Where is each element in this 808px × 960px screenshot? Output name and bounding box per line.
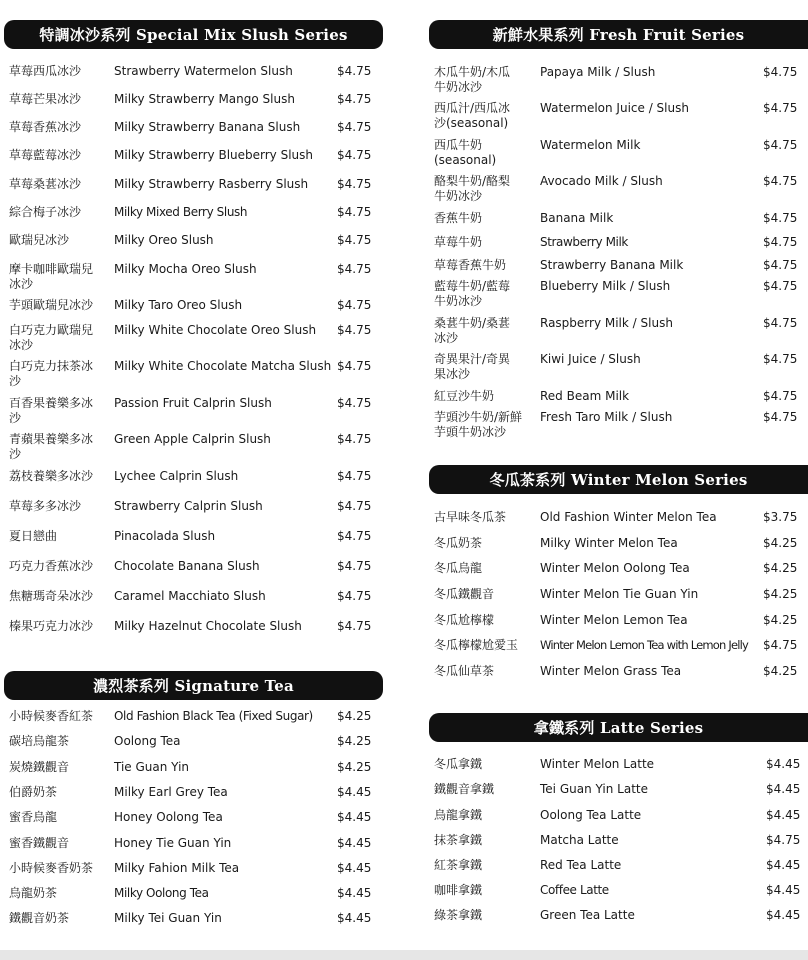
signature-header: 濃烈茶系列 Signature Tea	[4, 671, 383, 700]
item-english-name: Kiwi Juice / Slush	[540, 352, 641, 366]
item-price: $4.25	[763, 536, 798, 550]
item-chinese-name: 香蕉牛奶	[434, 211, 483, 225]
item-english-name: Passion Fruit Calprin Slush	[114, 396, 272, 410]
item-english-name: Papaya Milk / Slush	[540, 65, 656, 79]
latte-header: 拿鐵系列 Latte Series	[429, 713, 808, 742]
item-english-name: Watermelon Milk	[540, 138, 641, 152]
item-chinese-name: 藍莓牛奶/藍莓牛奶冰沙	[434, 279, 511, 308]
item-price: $4.45	[337, 886, 372, 900]
item-english-name: Milky Mixed Berry Slush	[114, 205, 248, 219]
item-price: $4.25	[763, 664, 798, 678]
item-english-name: Banana Milk	[540, 211, 614, 225]
item-price: $4.75	[337, 589, 372, 603]
item-chinese-name: 草莓香蕉冰沙	[9, 120, 82, 134]
item-price: $4.75	[337, 262, 372, 276]
item-english-name: Milky Strawberry Rasberry Slush	[114, 177, 309, 191]
item-price: $4.25	[763, 613, 798, 627]
item-english-name: Green Tea Latte	[540, 908, 635, 922]
winter-melon-header: 冬瓜茶系列 Winter Melon Series	[429, 465, 808, 494]
item-chinese-name: 綜合梅子冰沙	[9, 205, 82, 219]
item-english-name: Raspberry Milk / Slush	[540, 316, 673, 330]
item-price: $4.75	[763, 638, 798, 652]
item-price: $4.75	[337, 148, 372, 162]
item-chinese-name: 草莓多多冰沙	[9, 499, 82, 513]
item-chinese-name: 紅豆沙牛奶	[434, 389, 495, 403]
item-price: $4.75	[763, 279, 798, 293]
item-chinese-name: 烏龍拿鐵	[434, 808, 483, 822]
item-chinese-name: 冬瓜拿鐵	[434, 757, 483, 771]
item-price: $4.75	[763, 211, 798, 225]
item-english-name: Milky Tei Guan Yin	[114, 911, 222, 925]
item-chinese-name: 芋頭沙牛奶/新鮮芋頭牛奶冰沙	[434, 410, 523, 439]
item-chinese-name: 草莓西瓜冰沙	[9, 64, 82, 78]
item-english-name: Coffee Latte	[540, 883, 609, 897]
item-english-name: Pinacolada Slush	[114, 529, 216, 543]
item-chinese-name: 冬瓜鐵觀音	[434, 587, 495, 601]
item-chinese-name: 鐵觀音拿鐵	[434, 782, 495, 796]
item-price: $4.25	[763, 561, 798, 575]
item-price: $4.75	[337, 396, 372, 410]
item-chinese-name: 焦糖瑪奇朵冰沙	[9, 589, 94, 603]
item-chinese-name: 荔枝養樂多冰沙	[9, 469, 94, 483]
item-price: $4.45	[337, 836, 372, 850]
item-english-name: Milky Oreo Slush	[114, 233, 214, 247]
item-english-name: Winter Melon Oolong Tea	[540, 561, 690, 575]
item-chinese-name: 小時候麥香奶茶	[9, 861, 94, 875]
item-price: $4.75	[337, 559, 372, 573]
item-chinese-name: 桑葚牛奶/桑葚冰沙	[434, 316, 511, 345]
item-chinese-name: 白巧克力歐瑞兒冰沙	[9, 323, 94, 352]
item-english-name: Red Tea Latte	[540, 858, 622, 872]
item-english-name: Milky Strawberry Blueberry Slush	[114, 148, 313, 162]
item-price: $4.25	[337, 760, 372, 774]
item-english-name: Milky Fahion Milk Tea	[114, 861, 240, 875]
item-price: $4.75	[763, 389, 798, 403]
item-english-name: Tei Guan Yin Latte	[540, 782, 648, 796]
item-chinese-name: 白巧克力抹茶冰沙	[9, 359, 94, 388]
item-english-name: Winter Melon Grass Tea	[540, 664, 682, 678]
item-english-name: Chocolate Banana Slush	[114, 559, 260, 573]
item-english-name: Milky Strawberry Banana Slush	[114, 120, 301, 134]
item-price: $4.75	[763, 174, 798, 188]
item-price: $3.75	[763, 510, 798, 524]
item-english-name: Green Apple Calprin Slush	[114, 432, 271, 446]
item-english-name: Winter Melon Lemon Tea with Lemon Jelly	[540, 638, 749, 652]
item-chinese-name: 烏龍奶茶	[9, 886, 58, 900]
item-english-name: Caramel Macchiato Slush	[114, 589, 266, 603]
item-price: $4.75	[763, 65, 798, 79]
item-price: $4.75	[766, 833, 801, 847]
item-chinese-name: 奇異果汁/奇異果冰沙	[434, 352, 511, 381]
item-chinese-name: 碳培烏龍茶	[9, 734, 70, 748]
item-english-name: Milky Earl Grey Tea	[114, 785, 228, 799]
item-chinese-name: 草莓香蕉牛奶	[434, 258, 507, 272]
item-english-name: Milky Taro Oreo Slush	[114, 298, 243, 312]
item-chinese-name: 青蘋果養樂多冰沙	[9, 432, 94, 461]
item-chinese-name: 草莓芒果冰沙	[9, 92, 82, 106]
item-english-name: Strawberry Banana Milk	[540, 258, 684, 272]
item-english-name: Watermelon Juice / Slush	[540, 101, 689, 115]
item-price: $4.45	[766, 782, 801, 796]
item-english-name: Milky Hazelnut Chocolate Slush	[114, 619, 302, 633]
item-chinese-name: 冬瓜檸檬尬愛玉	[434, 638, 519, 652]
item-price: $4.75	[337, 359, 372, 373]
item-chinese-name: 咖啡拿鐵	[434, 883, 483, 897]
item-price: $4.25	[337, 734, 372, 748]
item-chinese-name: 小時候麥香紅茶	[9, 709, 94, 723]
item-english-name: Blueberry Milk / Slush	[540, 279, 671, 293]
item-chinese-name: 夏日戀曲	[9, 529, 58, 543]
item-price: $4.75	[763, 235, 798, 249]
item-price: $4.75	[763, 258, 798, 272]
item-english-name: Old Fashion Winter Melon Tea	[540, 510, 717, 524]
item-chinese-name: 西瓜牛奶(seasonal)	[434, 138, 497, 167]
item-price: $4.25	[763, 587, 798, 601]
item-english-name: Strawberry Milk	[540, 235, 628, 249]
item-english-name: Honey Tie Guan Yin	[114, 836, 232, 850]
item-price: $4.45	[766, 908, 801, 922]
item-chinese-name: 木瓜牛奶/木瓜牛奶冰沙	[434, 65, 511, 94]
slush-header: 特調冰沙系列 Special Mix Slush Series	[4, 20, 383, 49]
item-english-name: Matcha Latte	[540, 833, 619, 847]
item-chinese-name: 冬瓜尬檸檬	[434, 613, 495, 627]
item-price: $4.45	[766, 883, 801, 897]
item-price: $4.75	[763, 316, 798, 330]
item-price: $4.75	[337, 499, 372, 513]
item-chinese-name: 草莓牛奶	[434, 235, 483, 249]
item-english-name: Milky Strawberry Mango Slush	[114, 92, 295, 106]
item-chinese-name: 百香果養樂多冰沙	[9, 396, 94, 425]
item-english-name: Avocado Milk / Slush	[540, 174, 663, 188]
item-price: $4.75	[337, 323, 372, 337]
item-english-name: Lychee Calprin Slush	[114, 469, 239, 483]
item-price: $4.45	[766, 808, 801, 822]
item-english-name: Fresh Taro Milk / Slush	[540, 410, 673, 424]
item-price: $4.45	[337, 861, 372, 875]
item-chinese-name: 巧克力香蕉冰沙	[9, 559, 94, 573]
item-price: $4.75	[337, 298, 372, 312]
item-english-name: Strawberry Watermelon Slush	[114, 64, 293, 78]
item-english-name: Honey Oolong Tea	[114, 810, 223, 824]
item-english-name: Winter Melon Lemon Tea	[540, 613, 688, 627]
item-chinese-name: 抹茶拿鐵	[434, 833, 483, 847]
item-english-name: Oolong Tea	[114, 734, 181, 748]
item-price: $4.75	[763, 101, 798, 115]
item-english-name: Winter Melon Tie Guan Yin	[540, 587, 699, 601]
item-chinese-name: 草莓桑葚冰沙	[9, 177, 82, 191]
item-english-name: Red Beam Milk	[540, 389, 630, 403]
item-price: $4.45	[337, 810, 372, 824]
item-chinese-name: 紅茶拿鐵	[434, 858, 483, 872]
item-price: $4.75	[763, 138, 798, 152]
item-english-name: Tie Guan Yin	[114, 760, 190, 774]
item-price: $4.75	[763, 352, 798, 366]
item-english-name: Winter Melon Latte	[540, 757, 655, 771]
item-chinese-name: 綠茶拿鐵	[434, 908, 483, 922]
item-english-name: Milky White Chocolate Oreo Slush	[114, 323, 317, 337]
item-price: $4.45	[337, 911, 372, 925]
item-price: $4.75	[337, 205, 372, 219]
item-chinese-name: 草莓藍莓冰沙	[9, 148, 82, 162]
item-english-name: Strawberry Calprin Slush	[114, 499, 263, 513]
item-chinese-name: 摩卡咖啡歐瑞兒冰沙	[9, 262, 94, 291]
item-price: $4.75	[337, 64, 372, 78]
item-price: $4.45	[337, 785, 372, 799]
item-english-name: Old Fashion Black Tea (Fixed Sugar)	[114, 709, 313, 723]
item-chinese-name: 古早味冬瓜茶	[434, 510, 507, 524]
item-chinese-name: 蜜香鐵觀音	[9, 836, 70, 850]
item-chinese-name: 蜜香烏龍	[9, 810, 58, 824]
item-chinese-name: 酪梨牛奶/酪梨牛奶冰沙	[434, 174, 511, 203]
item-price: $4.45	[766, 858, 801, 872]
bottom-edge	[0, 950, 808, 960]
item-chinese-name: 鐵觀音奶茶	[9, 911, 70, 925]
item-chinese-name: 榛果巧克力冰沙	[9, 619, 94, 633]
item-price: $4.75	[337, 177, 372, 191]
item-english-name: Oolong Tea Latte	[540, 808, 642, 822]
item-chinese-name: 冬瓜奶茶	[434, 536, 483, 550]
item-chinese-name: 伯爵奶茶	[9, 785, 58, 799]
item-english-name: Milky White Chocolate Matcha Slush	[114, 359, 332, 373]
item-price: $4.75	[337, 233, 372, 247]
item-price: $4.25	[337, 709, 372, 723]
item-chinese-name: 冬瓜仙草茶	[434, 664, 495, 678]
item-price: $4.75	[337, 92, 372, 106]
item-price: $4.45	[766, 757, 801, 771]
item-price: $4.75	[337, 619, 372, 633]
item-chinese-name: 芋頭歐瑞兒冰沙	[9, 298, 94, 312]
item-price: $4.75	[337, 120, 372, 134]
item-price: $4.75	[763, 410, 798, 424]
item-english-name: Milky Oolong Tea	[114, 886, 209, 900]
item-english-name: Milky Mocha Oreo Slush	[114, 262, 257, 276]
fruit-header: 新鮮水果系列 Fresh Fruit Series	[429, 20, 808, 49]
item-price: $4.75	[337, 529, 372, 543]
item-chinese-name: 西瓜汁/西瓜冰沙(seasonal)	[434, 101, 511, 130]
item-chinese-name: 炭燒鐵觀音	[9, 760, 70, 774]
item-price: $4.75	[337, 432, 372, 446]
item-chinese-name: 冬瓜烏龍	[434, 561, 483, 575]
item-chinese-name: 歐瑞兒冰沙	[9, 233, 70, 247]
item-price: $4.75	[337, 469, 372, 483]
item-english-name: Milky Winter Melon Tea	[540, 536, 678, 550]
